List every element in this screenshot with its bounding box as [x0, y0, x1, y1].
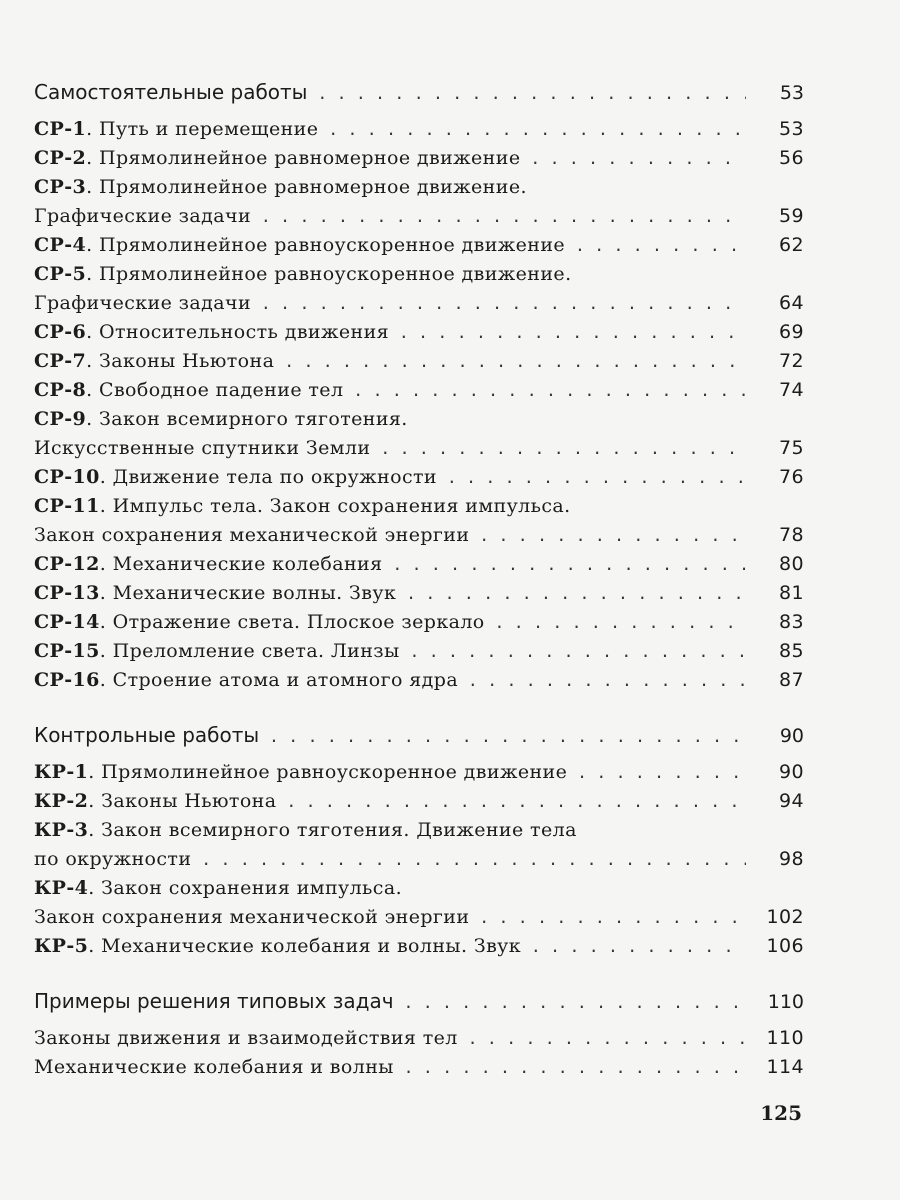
- entry-code: КР-4: [34, 877, 89, 899]
- entry-title: Прямолинейное равноускоренное движение: [99, 234, 566, 256]
- dot-leader: [495, 608, 746, 637]
- entry-title: Закон сохранения механической энергии: [34, 906, 470, 928]
- entry-page: 80: [779, 553, 804, 575]
- entry-code-sep: .: [86, 118, 100, 140]
- entry-code-sep: .: [86, 263, 100, 285]
- dot-leader: [575, 231, 746, 260]
- entry-page: 90: [779, 761, 804, 783]
- entry-code-sep: .: [88, 790, 102, 812]
- entry-page: 87: [779, 669, 804, 691]
- entry-page: 53: [779, 118, 804, 140]
- entry-code: СР-1: [34, 118, 87, 140]
- dot-leader: [286, 787, 746, 816]
- toc-entry-line: [34, 845, 804, 874]
- dot-leader: [261, 289, 746, 318]
- toc-entry-line: [34, 787, 804, 816]
- section-page: 110: [767, 991, 804, 1013]
- entry-code: СР-13: [34, 582, 100, 604]
- entry-code-sep: .: [99, 640, 113, 662]
- toc-entry-line: [34, 932, 804, 961]
- entry-code: СР-5: [34, 263, 87, 285]
- entry-code: СР-3: [34, 176, 87, 198]
- toc-entry-line: [34, 202, 804, 231]
- entry-title: Строение атома и атомного ядра: [112, 669, 459, 691]
- section-gap: [34, 961, 804, 987]
- toc-entry-line: [34, 463, 804, 492]
- toc-entry-line: [34, 874, 804, 903]
- entry-code-sep: .: [99, 553, 113, 575]
- toc-entry-line: [34, 173, 804, 202]
- entry-page: 76: [779, 466, 804, 488]
- entry-page: 85: [779, 640, 804, 662]
- dot-leader: [201, 845, 746, 874]
- entry-page: 110: [766, 1027, 804, 1049]
- toc-entry-line: [34, 289, 804, 318]
- entry-code: СР-16: [34, 669, 100, 691]
- toc-entry-line: [34, 637, 804, 666]
- page-number: 125: [760, 1101, 802, 1125]
- entry-title: Движение тела по окружности: [112, 466, 437, 488]
- entry-page: 72: [779, 350, 804, 372]
- entry-title: Законы движения и взаимодействия тел: [34, 1027, 458, 1049]
- table-of-contents: [34, 78, 804, 1082]
- toc-entry-line: [34, 492, 804, 521]
- entry-code-sep: .: [99, 495, 113, 517]
- entry-title: Путь и перемещение: [99, 118, 319, 140]
- entry-code: СР-2: [34, 147, 87, 169]
- toc-entry-line: [34, 903, 804, 932]
- toc-entry-line: [34, 1024, 804, 1053]
- entry-page: 114: [766, 1056, 804, 1078]
- section-page: 53: [779, 82, 804, 104]
- dot-leader: [531, 932, 746, 961]
- toc-entry-line: [34, 1053, 804, 1082]
- entry-code-sep: .: [88, 877, 102, 899]
- entry-title: Закон всемирного тяготения. Движение тела: [101, 819, 577, 841]
- entry-code: КР-3: [34, 819, 89, 841]
- entry-page: 56: [779, 147, 804, 169]
- entry-code: СР-8: [34, 379, 87, 401]
- entry-page: 75: [779, 437, 804, 459]
- toc-entry-line: [34, 318, 804, 347]
- dot-leader: [284, 347, 746, 376]
- toc-entry-line: [34, 816, 804, 845]
- entry-title: Прямолинейное равноускоренное движение.: [99, 263, 572, 285]
- section-heading: [34, 721, 804, 750]
- entry-code: КР-5: [34, 935, 89, 957]
- entry-code: СР-12: [34, 553, 100, 575]
- section-title: Контрольные работы: [34, 723, 260, 747]
- entry-code: СР-6: [34, 321, 87, 343]
- dot-leader: [269, 722, 746, 751]
- entry-code-sep: .: [88, 819, 102, 841]
- section-heading: [34, 987, 804, 1016]
- entry-title: Прямолинейное равномерное движение.: [99, 176, 527, 198]
- dot-leader: [479, 903, 746, 932]
- entry-title: Механические колебания: [112, 553, 383, 575]
- dot-leader: [468, 1024, 746, 1053]
- entry-code-sep: .: [99, 466, 113, 488]
- entry-code: СР-15: [34, 640, 100, 662]
- toc-entry-line: [34, 144, 804, 173]
- entry-code: СР-14: [34, 611, 100, 633]
- entry-code: СР-7: [34, 350, 87, 372]
- entry-title: по окружности: [34, 848, 192, 870]
- entry-code-sep: .: [86, 176, 100, 198]
- dot-leader: [380, 434, 746, 463]
- section-gap: [34, 695, 804, 721]
- entry-title: Механические волны. Звук: [112, 582, 397, 604]
- entry-code-sep: .: [99, 669, 113, 691]
- entry-page: 98: [779, 848, 804, 870]
- toc-entry-line: [34, 579, 804, 608]
- entry-title: Закон всемирного тяготения.: [99, 408, 408, 430]
- dot-leader: [261, 202, 746, 231]
- toc-entry-line: [34, 608, 804, 637]
- toc-entry-line: [34, 434, 804, 463]
- entry-code-sep: .: [86, 234, 100, 256]
- toc-entry-line: [34, 260, 804, 289]
- toc-entry-line: [34, 666, 804, 695]
- dot-leader: [530, 144, 746, 173]
- dot-leader: [468, 666, 746, 695]
- entry-page: 78: [779, 524, 804, 546]
- heading-gap: [34, 750, 804, 758]
- entry-code: КР-1: [34, 761, 89, 783]
- entry-code-sep: .: [99, 611, 113, 633]
- toc-entry-line: [34, 521, 804, 550]
- entry-page: 102: [766, 906, 804, 928]
- section-heading: [34, 78, 804, 107]
- toc-entry-line: [34, 231, 804, 260]
- entry-page: 94: [779, 790, 804, 812]
- entry-page: 62: [779, 234, 804, 256]
- toc-entry-line: [34, 115, 804, 144]
- entry-title: Прямолинейное равноускоренное движение: [101, 761, 568, 783]
- dot-leader: [404, 1053, 746, 1082]
- entry-title: Относительность движения: [99, 321, 390, 343]
- entry-code: СР-9: [34, 408, 87, 430]
- entry-page: 64: [779, 292, 804, 314]
- dot-leader: [406, 579, 746, 608]
- entry-code: СР-4: [34, 234, 87, 256]
- entry-title: Преломление света. Линзы: [112, 640, 400, 662]
- entry-code-sep: .: [88, 935, 102, 957]
- entry-code-sep: .: [86, 147, 100, 169]
- entry-code-sep: .: [86, 408, 100, 430]
- toc-entry-line: [34, 347, 804, 376]
- entry-title: Механические колебания и волны. Звук: [101, 935, 522, 957]
- dot-leader: [393, 550, 747, 579]
- dot-leader: [317, 79, 746, 108]
- entry-page: 59: [779, 205, 804, 227]
- heading-gap: [34, 107, 804, 115]
- entry-title: Законы Ньютона: [101, 790, 277, 812]
- entry-code: КР-2: [34, 790, 89, 812]
- entry-title: Свободное падение тел: [99, 379, 344, 401]
- entry-page: 83: [779, 611, 804, 633]
- entry-page: 106: [766, 935, 804, 957]
- dot-leader: [328, 115, 746, 144]
- entry-code-sep: .: [99, 582, 113, 604]
- heading-gap: [34, 1016, 804, 1024]
- entry-title: Закон сохранения импульса.: [101, 877, 403, 899]
- toc-entry-line: [34, 758, 804, 787]
- entry-code-sep: .: [86, 321, 100, 343]
- dot-leader: [447, 463, 746, 492]
- dot-leader: [410, 637, 746, 666]
- entry-title: Законы Ньютона: [99, 350, 275, 372]
- entry-page: 81: [779, 582, 804, 604]
- entry-title: Закон сохранения механической энергии: [34, 524, 470, 546]
- entry-code-sep: .: [86, 379, 100, 401]
- entry-code-sep: .: [86, 350, 100, 372]
- entry-title: Отражение света. Плоское зеркало: [112, 611, 485, 633]
- section-title: Самостоятельные работы: [34, 80, 308, 104]
- entry-title: Искусственные спутники Земли: [34, 437, 371, 459]
- entry-page: 69: [779, 321, 804, 343]
- entry-title: Графические задачи: [34, 292, 252, 314]
- dot-leader: [404, 988, 746, 1017]
- entry-code: СР-10: [34, 466, 100, 488]
- dot-leader: [577, 758, 746, 787]
- dot-leader: [479, 521, 746, 550]
- entry-title: Импульс тела. Закон сохранения импульса.: [112, 495, 571, 517]
- entry-page: 74: [779, 379, 804, 401]
- dot-leader: [399, 318, 746, 347]
- section-page: 90: [779, 725, 804, 747]
- entry-title: Прямолинейное равномерное движение: [99, 147, 521, 169]
- entry-title: Механические колебания и волны: [34, 1056, 394, 1078]
- section-title: Примеры решения типовых задач: [34, 989, 394, 1013]
- toc-entry-line: [34, 550, 804, 579]
- dot-leader: [353, 376, 746, 405]
- entry-title: Графические задачи: [34, 205, 252, 227]
- toc-entry-line: [34, 376, 804, 405]
- entry-code-sep: .: [88, 761, 102, 783]
- toc-entry-line: [34, 405, 804, 434]
- entry-code: СР-11: [34, 495, 100, 517]
